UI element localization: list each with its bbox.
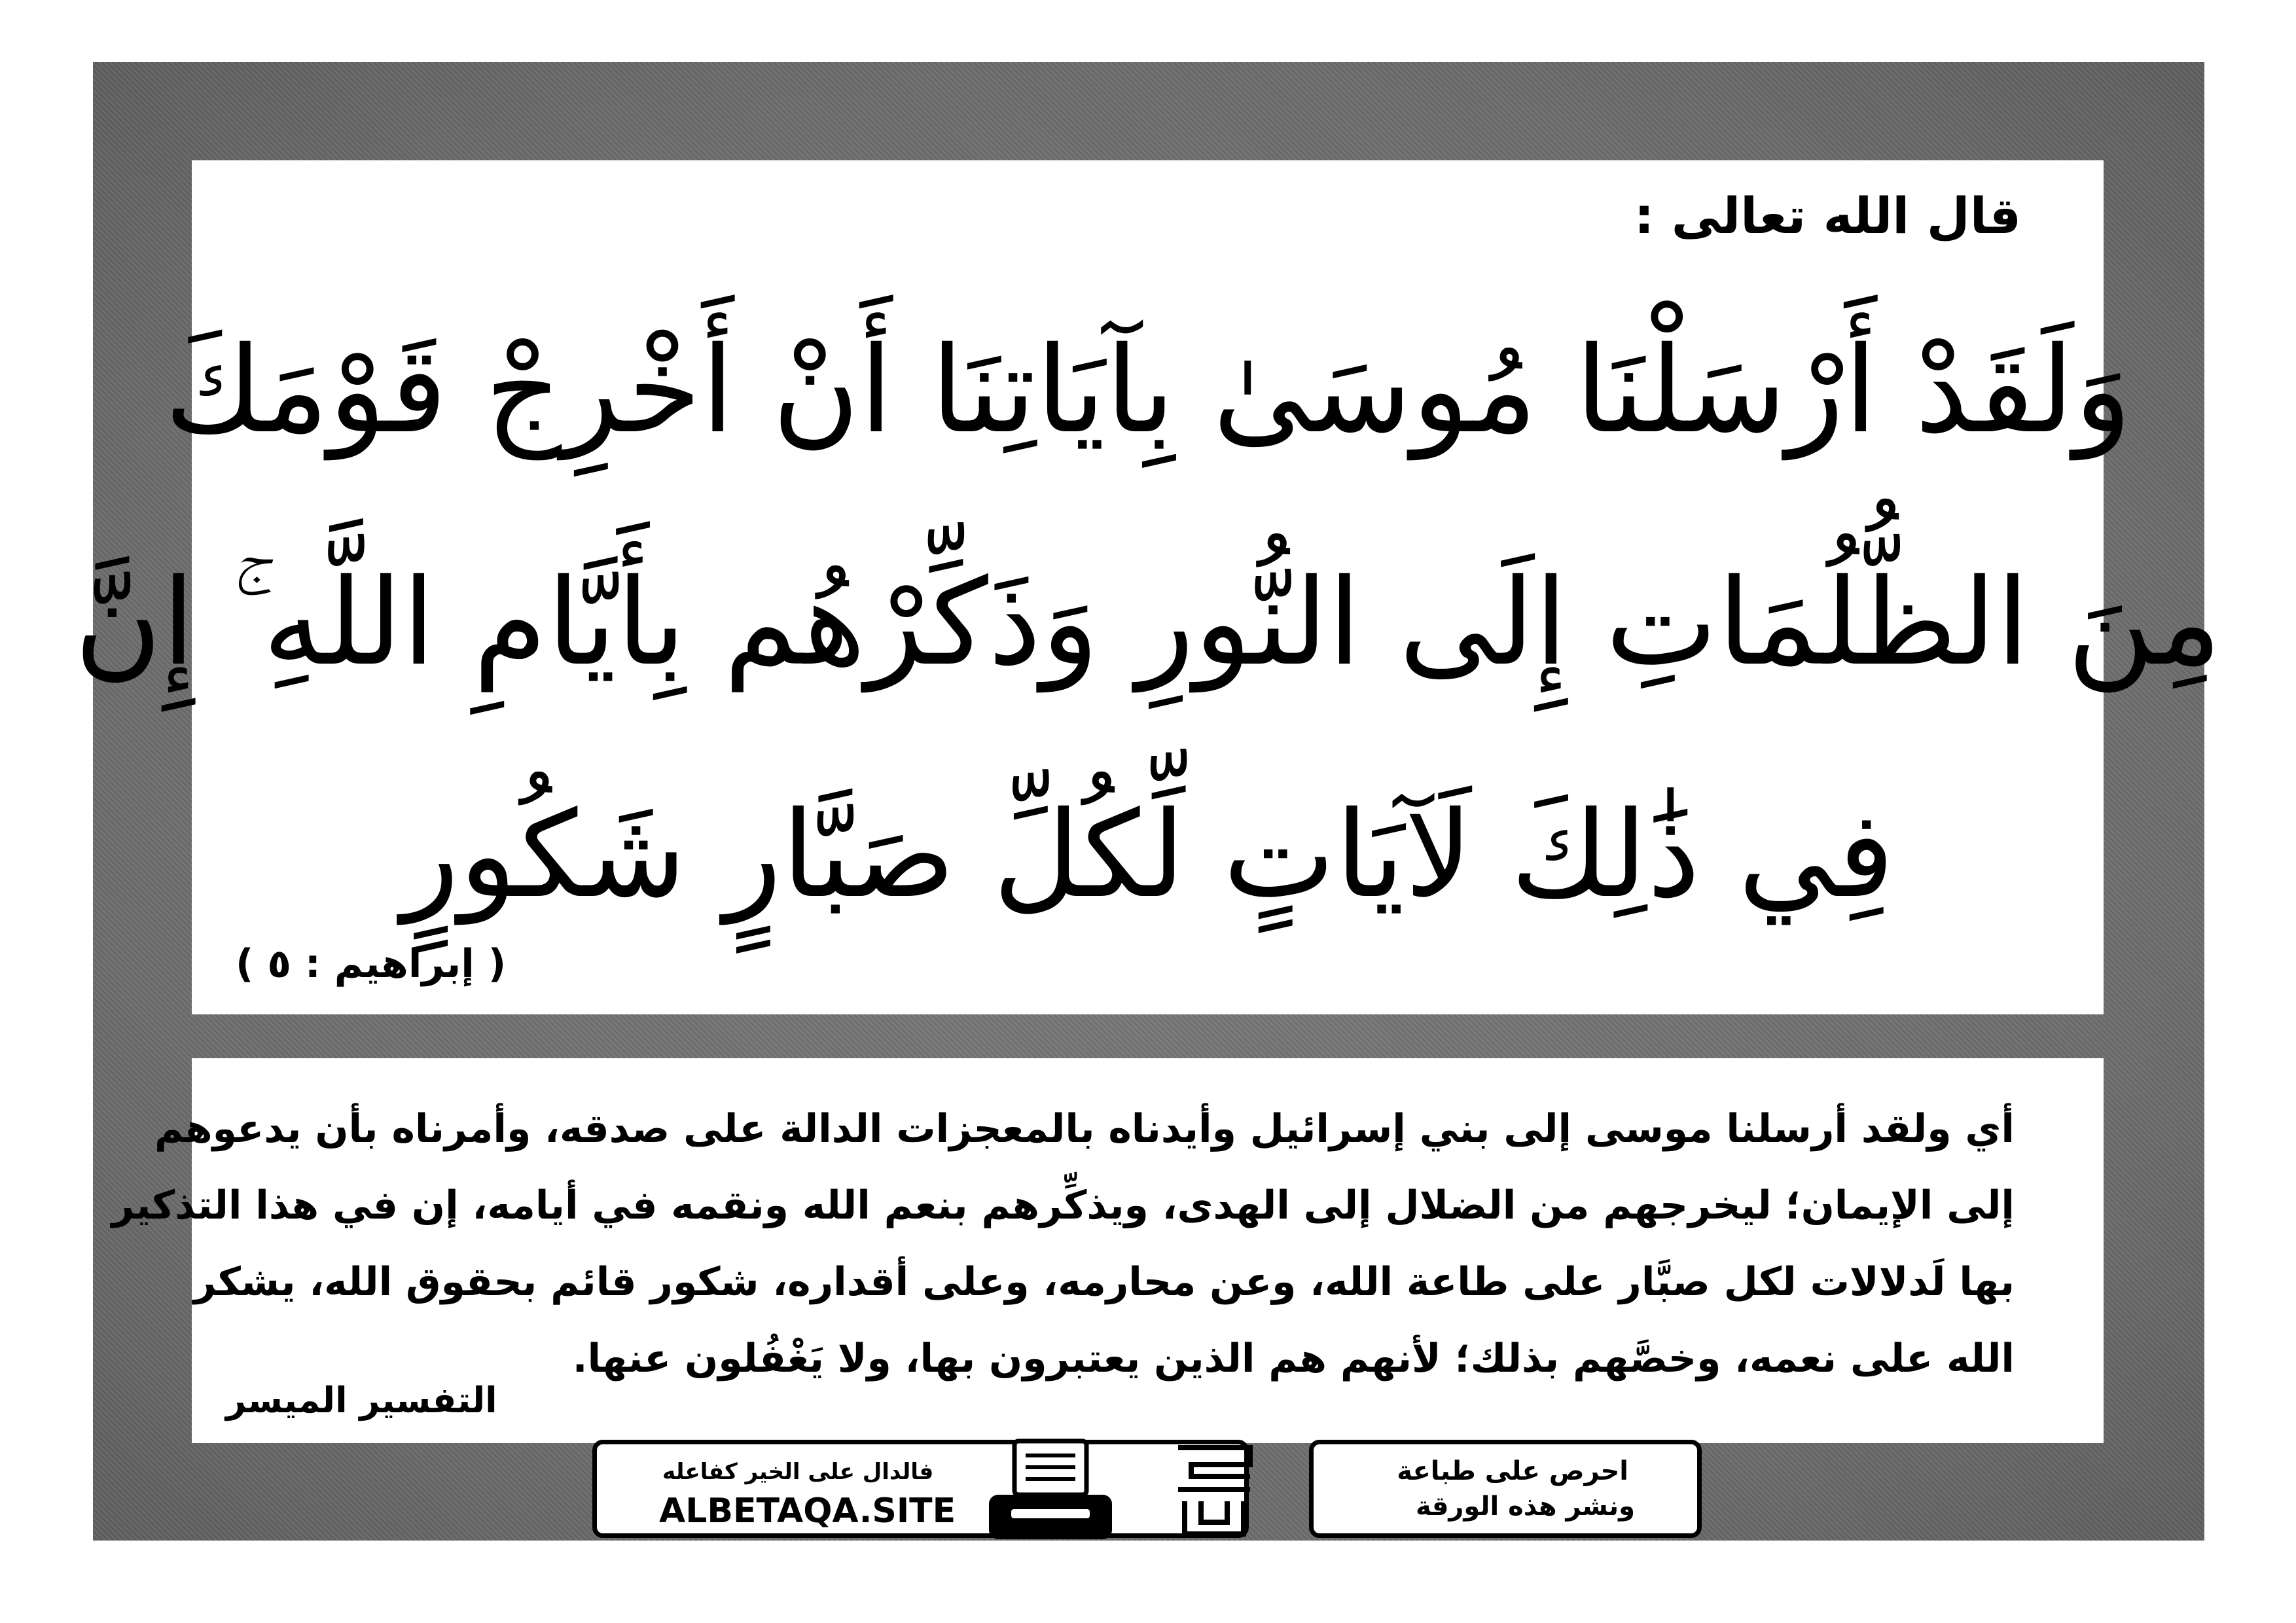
print-line-2: ونشر هذه الورقة [1415,1491,1635,1522]
print-line-1: احرص على طباعة [1397,1456,1628,1486]
logo-mark [1172,1438,1257,1541]
tafsir-source: التفسير الميسر [226,1380,497,1421]
site-tagline: فالدال على الخير كفاعله [662,1459,934,1485]
website-box[interactable] [592,1440,1249,1538]
tafsir-line-1: أي ولقد أرسلنا موسى إلى بني إسرائيل وأيدناه بالمعجزات الدالة على صدقه، وأمرناه بأن يدعوهم [154,1106,2015,1152]
verse-reference: ( إبراهيم : ٥ ) [236,941,507,987]
tafsir-line-3: بها لَدلالات لكل صبَّار على طاعة الله، وعن محارمه، وعلى أقداره، شكور قائم بحقوق الله، يشكر [193,1259,2015,1305]
verse-line-2: مِنَ الظُّلُمَاتِ إِلَى النُّورِ وَذَكِّرْهُم بِأَيَّامِ اللَّهِ ۚ إِنَّ [74,553,2222,692]
tafsir-line-2: إلى الإيمان؛ ليخرجهم من الضلال إلى الهدى، ويذكِّرهم بنعم الله ونقمه في أيامه، إن في هذا التذكير [111,1183,2015,1228]
verse-line-1: وَلَقَدْ أَرْسَلْنَا مُوسَىٰ بِآيَاتِنَا أَنْ أَخْرِجْ قَوْمَكَ [164,321,2132,459]
printer-icon [985,1438,1116,1542]
site-url[interactable]: ALBETAQA.SITE [659,1491,956,1531]
tafsir-line-4: الله على نعمه، وخصَّهم بذلك؛ لأنهم هم الذين يعتبرون بها، ولا يَغْفُلون عنها. [572,1336,2015,1382]
verse-line-3: فِي ذَٰلِكَ لَآيَاتٍ لِّكُلِّ صَبَّارٍ شَكُورٍ [401,785,1895,924]
print-box [1309,1440,1702,1538]
heading: قال الله تعالى : [1634,187,2021,245]
